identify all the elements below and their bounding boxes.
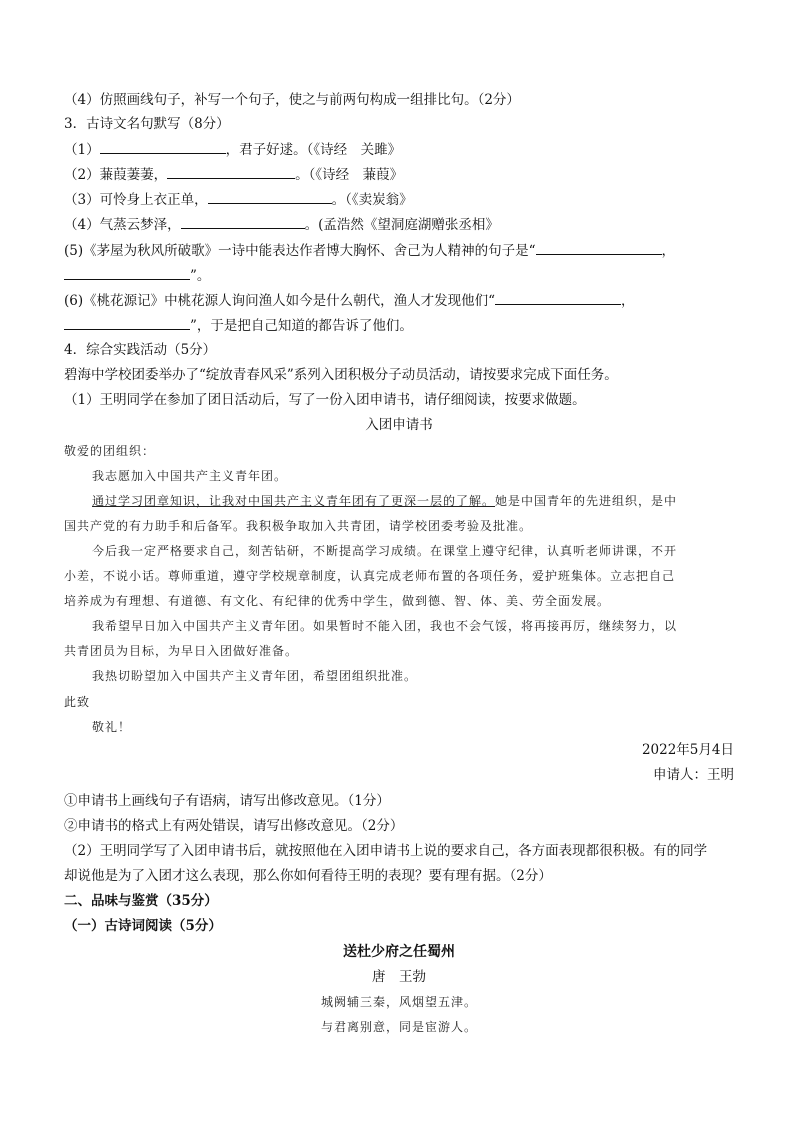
question-4-a: ①申请书上画线句子有语病，请写出修改意见。（1分） <box>64 793 390 809</box>
question-3-4: （4）气蒸云梦泽， 。(孟浩然《望洞庭湖赠张丞相》 <box>64 214 734 235</box>
answer-blank[interactable] <box>181 214 305 229</box>
question-2-4: （4）仿照画线句子，补写一个句子，使之与前两句构成一组排比句。（2分） <box>64 92 520 108</box>
letter-paragraph-2: 通过学习团章知识，让我对中国共产主义青年团有了更深一层的了解。她是中国青年的先进组织，是中 <box>92 494 678 508</box>
letter-paragraph-3-cont: 小差，不说小话。尊师重道，遵守学校规章制度，认真完成老师布置的各项任务，爱护班集体。立志把自己 <box>64 569 676 583</box>
question-3-5-cont: ”。 <box>64 265 734 286</box>
poem-line-2: 与君离别意，同是宦游人。 <box>320 1020 477 1034</box>
question-4-2: （2）王明同学写了入团申请书后，就按照他在入团申请书上说的要求自己，各方面表现都很积极。有的同学 <box>64 843 708 859</box>
answer-blank[interactable] <box>208 189 332 204</box>
question-4-title: 4．综合实践活动（5分） <box>64 342 217 358</box>
letter-title: 入团申请书 <box>365 417 433 433</box>
answer-blank[interactable] <box>64 265 190 280</box>
letter-paragraph-3-cont2: 培养成为有理想、有道德、有文化、有纪律的优秀中学生，做到德、智、体、美、劳全面发展。 <box>64 594 611 608</box>
poem-line-1: 城阙辅三秦，风烟望五津。 <box>320 995 477 1009</box>
question-3-2: （2）蒹葭萋萋， 。（《诗经 蒹葭》 <box>64 164 734 185</box>
letter-signer: 申请人：王明 <box>653 767 734 783</box>
letter-paragraph-5: 我热切盼望加入中国共产主义青年团，希望团组织批准。 <box>92 669 418 683</box>
letter-paragraph-3: 今后我一定严格要求自己，刻苦钻研，不断提高学习成绩。在课堂上遵守纪律，认真听老师讲课，不开 <box>92 544 678 558</box>
question-3-6: (6)《桃花源记》中桃花源人询问渔人如今是什么朝代，渔人才发现他们“ ， <box>64 290 734 311</box>
underlined-sentence: 通过学习团章知识，让我对中国共产主义青年团有了更深一层的了解。 <box>92 494 496 508</box>
answer-blank[interactable] <box>100 139 226 154</box>
letter-paragraph-4-cont: 共青团员为目标，为早日入团做好准备。 <box>64 644 299 658</box>
letter-closing-1: 此致 <box>64 695 91 709</box>
question-3-3: （3）可怜身上衣正单， 。（《卖炭翁》 <box>64 189 734 210</box>
question-4-intro: 碧海中学校团委举办了“绽放青春风采”系列入团积极分子动员活动，请按要求完成下面任务。 <box>64 367 618 383</box>
poem-title: 送杜少府之任蜀州 <box>343 944 455 960</box>
answer-blank[interactable] <box>495 290 621 305</box>
letter-paragraph-1: 我志愿加入中国共产主义青年团。 <box>92 469 288 483</box>
section-2-heading: 二、品味与鉴赏（35分） <box>64 893 218 909</box>
letter-date: 2022年5月4日 <box>641 742 734 758</box>
answer-blank[interactable] <box>536 240 662 255</box>
question-3-5: (5)《茅屋为秋风所破歌》一诗中能表达作者博大胸怀、舍己为人精神的句子是“ ， <box>64 240 734 261</box>
letter-salutation: 敬爱的团组织： <box>64 444 156 458</box>
section-2-1-heading: （一）古诗词阅读（5分） <box>64 918 222 934</box>
question-3-title: 3．古诗文名句默写（8分） <box>64 116 230 132</box>
question-4-2-cont: 却说他是为了入团才这么表现，那么你如何看待王明的表现？要有理有据。（2分） <box>64 868 552 884</box>
answer-blank[interactable] <box>64 315 190 330</box>
letter-closing-2: 敬礼！ <box>92 720 132 734</box>
question-3-1: （1） ，君子好逑。（《诗经 关雎》 <box>64 139 734 160</box>
question-4-b: ②申请书的格式上有两处错误，请写出修改意见。（2分） <box>64 818 404 834</box>
poem-author: 唐 王勃 <box>372 969 426 985</box>
answer-blank[interactable] <box>167 164 295 179</box>
letter-paragraph-2-cont: 国共产党的有力助手和后备军。我积极争取加入共青团，请学校团委考验及批准。 <box>64 519 533 533</box>
question-4-1: （1）王明同学在参加了团日活动后，写了一份入团申请书，请仔细阅读，按要求做题。 <box>64 392 586 408</box>
question-3-6-cont: ”，于是把自己知道的都告诉了他们。 <box>64 315 734 336</box>
letter-paragraph-4: 我希望早日加入中国共产主义青年团。如果暂时不能入团，我也不会气馁，将再接再厉，继续努力，以 <box>92 619 678 633</box>
